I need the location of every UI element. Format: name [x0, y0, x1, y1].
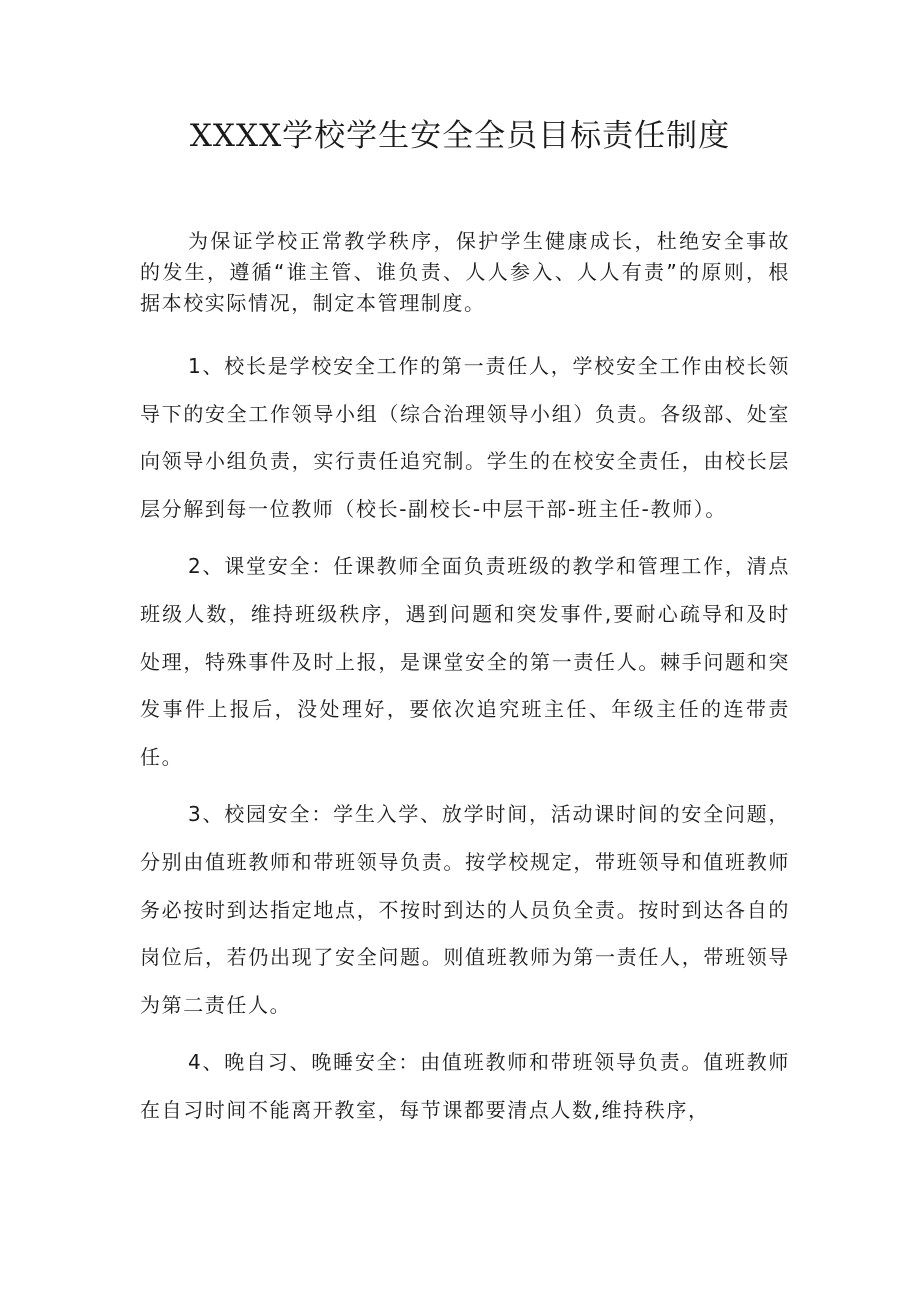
- document-title: XXXX学校学生安全全员目标责任制度: [189, 118, 731, 154]
- document-body: [140, 226, 790, 1145]
- rule-paragraph-4: 4、晚自习、晚睡安全：由值班教师和带班领导负责。值班教师在自习时间不能离开教室，每节课都要清点人数,维持秩序，: [140, 1050, 790, 1122]
- rule-paragraph-1: 1、校长是学校安全工作的第一责任人，学校安全工作由校长领导下的安全工作领导小组（综合治理领导小组）负责。各级部、处室向领导小组负责，实行责任追究制。学生的在校安全责任，由校长层层分解到每一位教师（校长-副校长-中层干部-班主任-教师）。: [140, 354, 790, 521]
- rule-paragraph-3: 3、校园安全：学生入学、放学时间，活动课时间的安全问题，分别由值班教师和带班领导负责。按学校规定，带班领导和值班教师务必按时到达指定地点，不按时到达的人员负全责。按时到达各自的岗位后，若仍出现了安全问题。则值班教师为第一责任人，带班领导为第二责任人。: [140, 802, 790, 1017]
- intro-paragraph: 为保证学校正常教学秩序，保护学生健康成长，杜绝安全事故的发生，遵循“谁主管、谁负责、人人参入、人人有责”的原则，根据本校实际情况，制定本管理制度。: [140, 229, 790, 315]
- rule-paragraph-2: 2、课堂安全：任课教师全面负责班级的教学和管理工作，清点班级人数，维持班级秩序，遇到问题和突发事件,要耐心疏导和及时处理，特殊事件及时上报，是课堂安全的第一责任人。棘手问题和突发事件上报后，没处理好，要依次追究班主任、年级主任的连带责任。: [140, 554, 790, 769]
